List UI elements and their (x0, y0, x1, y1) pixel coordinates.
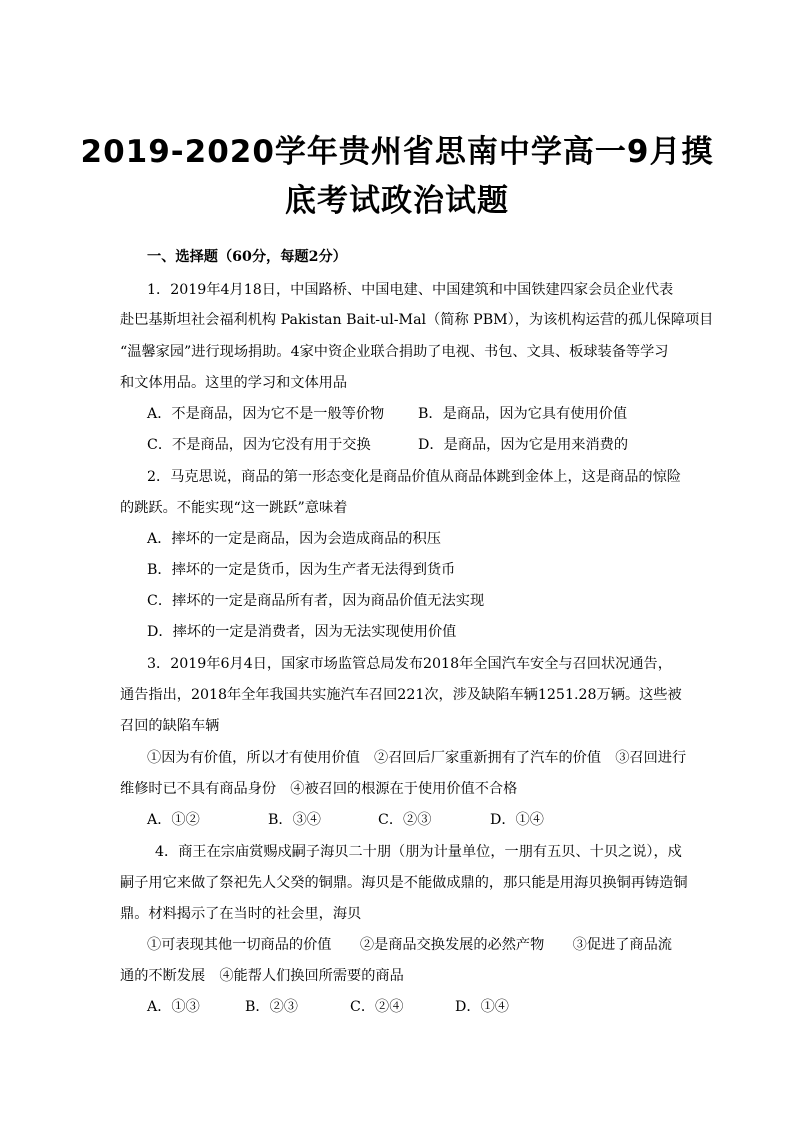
q1-option-a: A．不是商品，因为它不是一般等价物 (147, 406, 385, 422)
q4-line-1: 4．商王在宗庙赏赐戍嗣子海贝二十朋（朋为计量单位，一朋有五贝、十贝之说），戍 (155, 844, 682, 860)
q4-line-2: 嗣子用它来做了祭祀先人父癸的铜鼎。海贝是不能做成鼎的，那只能是用海贝换铜再铸造铜 (120, 875, 688, 891)
q3-line-3: 召回的缺陷车辆 (120, 718, 220, 734)
q2-line-1: 2．马克思说，商品的第一形态变化是商品价值从商品体跳到金体上，这是商品的惊险 (147, 469, 681, 485)
q3-statements-line-2: 维修时已不具有商品身份 ④被召回的根源在于使用价值不合格 (120, 781, 518, 797)
q4-statements-line-2: 通的不断发展 ④能帮人们换回所需要的商品 (120, 968, 404, 984)
q2-line-2: 的跳跃。不能实现“这一跳跃”意味着 (120, 500, 348, 516)
q4-statements-line-1: ①可表现其他一切商品的价值 ②是商品交换发展的必然产物 ③促进了商品流 (147, 937, 672, 953)
q4-option-d: D．①④ (455, 999, 509, 1015)
q1-option-c: C．不是商品，因为它没有用于交换 (147, 437, 371, 453)
q3-line-1: 3．2019年6月4日，国家市场监管总局发布2018年全国汽车安全与召回状况通告， (147, 656, 672, 672)
q1-line-4: 和文体用品。这里的学习和文体用品 (120, 375, 348, 391)
q4-option-a: A．①③ (147, 999, 200, 1015)
q3-line-2: 通告指出，2018年全年我国共实施汽车召回221次，涉及缺陷车辆1251.28万辆。这些被 (120, 687, 682, 703)
q2-option-c: C．摔坏的一定是商品所有者，因为商品价值无法实现 (147, 593, 485, 609)
q3-statements-line-1: ①因为有价值，所以才有使用价值 ②召回后厂家重新拥有了汽车的价值 ③召回进行 (147, 750, 687, 766)
q2-option-b: B．摔坏的一定是货币，因为生产者无法得到货币 (147, 562, 456, 578)
q3-option-a: A．①② (147, 812, 200, 828)
q4-option-b: B．②③ (245, 999, 298, 1015)
q1-line-2: 赴巴基斯坦社会福利机构 Pakistan Bait-ul-Mal（简称 PBM），为该机构运营的孤儿保障项目 (120, 312, 714, 328)
q3-option-d: D．①④ (490, 812, 544, 828)
section-heading: 一、选择题（60分，每题2分） (147, 249, 347, 265)
exam-title-line-2: 底考试政治试题 (285, 183, 509, 219)
q2-option-d: D．摔坏的一定是消费者，因为无法实现使用价值 (147, 624, 457, 640)
q2-option-a: A．摔坏的一定是商品，因为会造成商品的积压 (147, 531, 441, 547)
q3-option-b: B．③④ (268, 812, 321, 828)
q1-line-3: “温馨家园”进行现场捐助。4家中资企业联合捐助了电视、书包、文具、板球装备等学习 (120, 344, 669, 360)
q1-line-1: 1．2019年4月18日，中国路桥、中国电建、中国建筑和中国铁建四家会员企业代表 (147, 282, 674, 298)
q1-option-d: D．是商品，因为它是用来消费的 (418, 437, 629, 453)
q1-option-b: B．是商品，因为它具有使用价值 (418, 406, 628, 422)
q4-option-c: C．②④ (350, 999, 404, 1015)
q4-line-3: 鼎。材料揭示了在当时的社会里，海贝 (120, 906, 362, 922)
exam-title-line-1: 2019-2020学年贵州省思南中学高一9月摸 (80, 134, 714, 170)
q3-option-c: C．②③ (378, 812, 432, 828)
